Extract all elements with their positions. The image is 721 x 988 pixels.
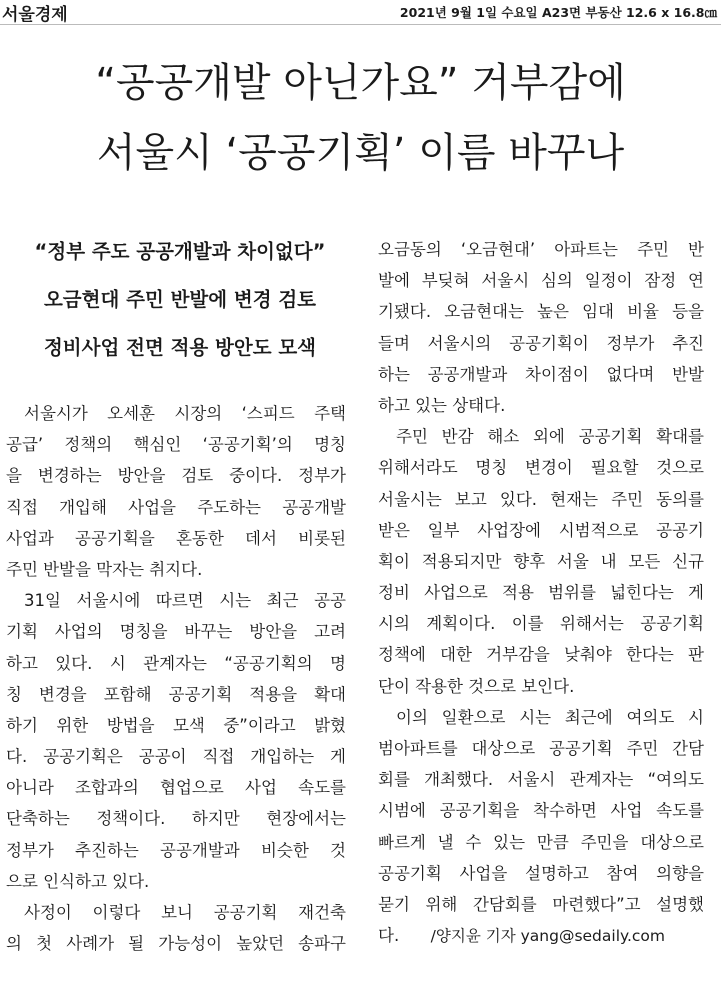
reporter-byline: /양지윤 기자 yang@sedaily.com	[430, 927, 666, 946]
body-line: 하고 있는 상태다.	[378, 395, 506, 415]
body-line: 기됐다. 오금현대는 높은 임대 비율 등을	[378, 302, 704, 322]
body-line-end: 다.	[378, 926, 400, 946]
body-line: 단축하는 정책이다. 하지만 현장에서는	[6, 809, 346, 829]
body-line: 31일 서울시에 따르면 시는 최근 공공	[24, 591, 346, 611]
body-line: 아니라 조합과의 협업으로 사업 속도를	[6, 778, 346, 798]
body-line: 주민 반발을 막자는 취지다.	[6, 559, 203, 579]
headline	[0, 48, 721, 188]
body-line: 하고 있다. 시 관계자는 “공공기획의 명	[6, 653, 346, 673]
newspaper-brand: 서울경제	[2, 5, 68, 25]
body-line-with-byline	[378, 920, 704, 951]
headline-line-1: “공공개발 아닌가요” 거부감에	[95, 60, 626, 106]
body-line: 빠르게 낼 수 있는 만큼 주민을 대상으로	[378, 832, 704, 852]
body-line: 칭 변경을 포함해 공공기획 적용을 확대	[6, 684, 346, 704]
body-line: 받은 일부 사업장에 시범적으로 공공기	[378, 520, 704, 540]
body-line: 위해서라도 명칭 변경이 필요할 것으로	[378, 458, 704, 478]
body-line: 하는 공공개발과 차이점이 없다며 반발	[378, 364, 704, 384]
body-line: 범아파트를 대상으로 공공기획 주민 간담	[378, 739, 704, 758]
body-line: 시범에 공공기획을 착수하면 사업 속도를	[378, 801, 704, 821]
body-line: 기획 사업의 명칭을 바꾸는 방안을 고려	[6, 622, 346, 642]
body-line: 이의 일환으로 시는 최근에 여의도 시	[396, 707, 704, 727]
subheadline-1: “정부 주도 공공개발과 차이없다”	[34, 240, 326, 263]
body-line: 발에 부딪혀 서울시 심의 일정이 잠정 연	[378, 271, 704, 291]
body-line: 의 첫 사례가 될 가능성이 높았던 송파구	[6, 934, 346, 954]
body-line: 획이 적용되지만 향후 서울 내 모든 신규	[378, 551, 704, 571]
body-line: 공공기획 사업을 설명하고 참여 의향을	[378, 863, 704, 883]
body-line: 오금동의 ‘오금현대’ 아파트는 주민 반	[378, 240, 704, 259]
article-column-left	[6, 398, 346, 959]
body-line: 다. 공공기획은 공공이 직접 개입하는 게	[6, 747, 346, 767]
headline-line-2: 서울시 ‘공공기획’ 이름 바꾸나	[96, 130, 625, 176]
body-line: 정비 사업으로 적용 범위를 넓힌다는 게	[378, 583, 704, 603]
body-line: 들며 서울시의 공공기획이 정부가 추진	[378, 333, 704, 353]
body-line: 직접 개입해 사업을 주도하는 공공개발	[6, 497, 346, 517]
body-line: 주민 반감 해소 외에 공공기획 확대를	[396, 427, 704, 447]
body-line: 서울시는 보고 있다. 현재는 주민 동의를	[378, 489, 704, 509]
publication-meta: 2021년 9월 1일 수요일 A23면 부동산 12.6 x 16.8㎝	[399, 5, 717, 20]
article-column-right	[378, 234, 704, 951]
body-line: 정부가 추진하는 공공개발과 비슷한 것	[6, 840, 346, 860]
body-line: 사업과 공공기획을 혼동한 데서 비롯된	[6, 528, 346, 548]
body-line: 묻기 위해 간담회를 마련했다”고 설명했	[378, 894, 704, 914]
subheadline-3: 정비사업 전면 적용 방안도 모색	[43, 336, 317, 359]
body-line: 을 변경하는 방안을 검토 중이다. 정부가	[6, 466, 346, 486]
body-line: 서울시가 오세훈 시장의 ‘스피드 주택	[24, 404, 346, 423]
subheadline-2: 오금현대 주민 반발에 변경 검토	[43, 288, 317, 311]
subheadlines	[10, 228, 350, 372]
body-line: 시의 계획이다. 이를 위해서는 공공기획	[378, 614, 704, 634]
body-line: 정책에 대한 거부감을 낮춰야 한다는 판	[378, 645, 704, 665]
body-line: 단이 작용한 것으로 보인다.	[378, 676, 575, 696]
body-line: 회를 개최했다. 서울시 관계자는 “여의도	[378, 770, 704, 790]
body-line: 으로 인식하고 있다.	[6, 871, 150, 891]
body-line: 하기 위한 방법을 모색 중”이라고 밝혔	[6, 715, 346, 735]
masthead	[0, 0, 721, 25]
body-line: 공급’ 정책의 핵심인 ‘공공기획’의 명칭	[6, 435, 346, 455]
body-line: 사정이 이렇다 보니 공공기획 재건축	[24, 903, 346, 922]
